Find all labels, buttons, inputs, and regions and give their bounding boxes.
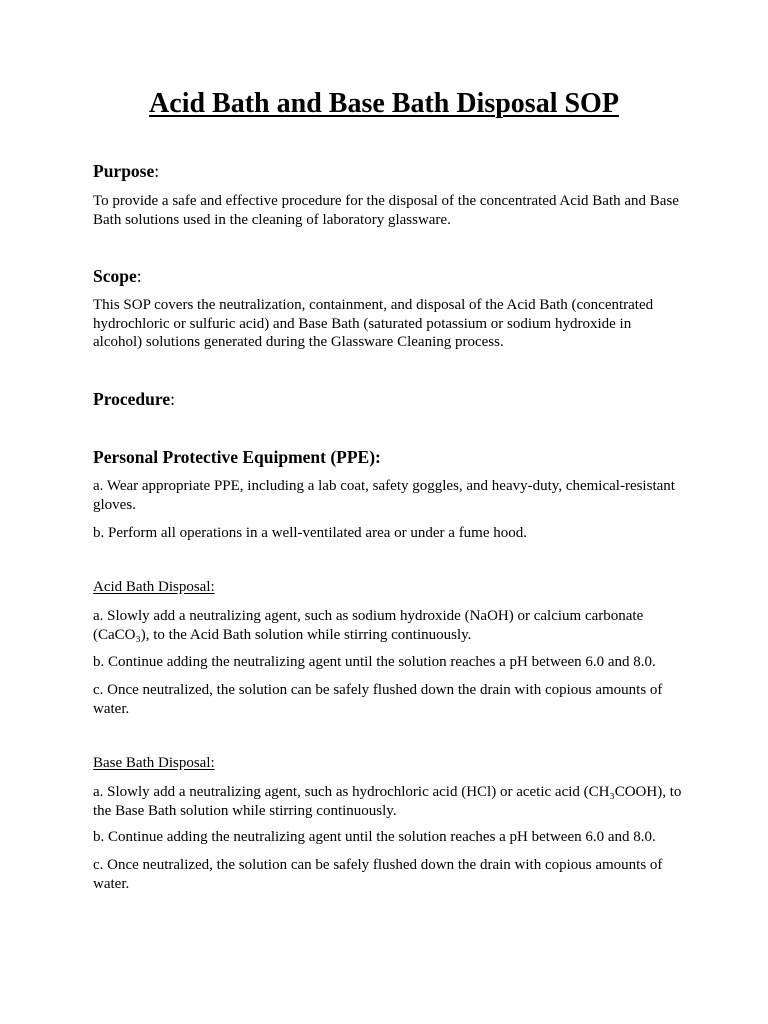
purpose-heading-colon: : [154,161,160,181]
ppe-item-b: b. Perform all operations in a well-ventilated area or under a fume hood. [93,525,528,541]
base-item-a: a. Slowly add a neutralizing agent, such as hydrochloric acid (HCl) or acetic acid (CH₃COOH), to the Base Bath solution while stirring continuously. [93,784,682,819]
acid-item-b: b. Continue adding the neutralizing agent until the solution reaches a pH between 6.0 and 8.0. [93,654,656,670]
acid-bath-heading: Acid Bath Disposal: [93,579,215,595]
ppe-heading-label: Personal Protective Equipment (PPE): [93,447,381,467]
procedure-heading-colon: : [170,389,175,409]
purpose-heading-label: Purpose [93,161,155,181]
document-title: Acid Bath and Base Bath Disposal SOP [149,88,619,119]
base-bath-heading: Base Bath Disposal: [93,755,215,771]
procedure-heading-label: Procedure [93,389,171,409]
scope-heading-label: Scope [93,266,137,286]
purpose-text: To provide a safe and effective procedure for the disposal of the concentrated Acid Bath and Base Bath solutions used in the cleaning of laboratory glassware. [93,193,679,228]
ppe-item-a: a. Wear appropriate PPE, including a lab coat, safety goggles, and heavy-duty, chemical-resistant gloves. [93,478,675,513]
base-item-c: c. Once neutralized, the solution can be safely flushed down the drain with copious amounts of water. [93,857,663,892]
scope-heading-colon: : [136,266,142,286]
base-item-b: b. Continue adding the neutralizing agent until the solution reaches a pH between 6.0 and 8.0. [93,829,656,845]
procedure-heading [93,389,175,410]
purpose-heading [93,161,159,182]
acid-item-c: c. Once neutralized, the solution can be safely flushed down the drain with copious amounts of water. [93,682,663,717]
scope-heading [93,266,142,287]
acid-item-a: a. Slowly add a neutralizing agent, such as sodium hydroxide (NaOH) or calcium carbonate (CaCO₃), to the Acid Bath solution while stirring continuously. [93,608,644,643]
scope-text: This SOP covers the neutralization, containment, and disposal of the Acid Bath (concentrated hydrochloric or sulfuric acid) and Base Bath (saturated potassium or sodium hydroxide in alcohol) solutions generated during the Glassware Cleaning process. [93,297,654,350]
ppe-heading [93,447,381,468]
